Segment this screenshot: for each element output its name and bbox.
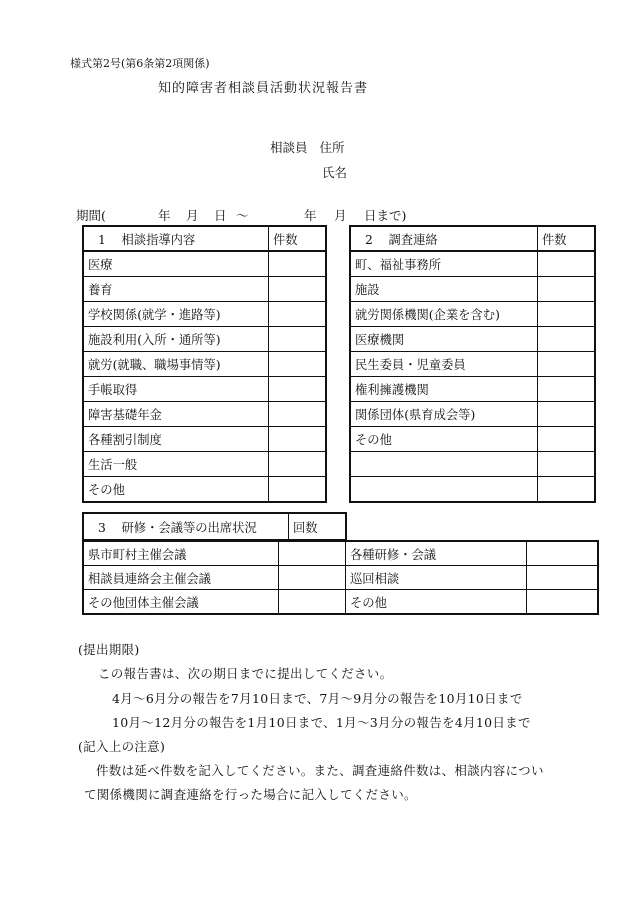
- row-label: 県市町村主催会議: [83, 541, 279, 566]
- meeting-table: [82, 540, 599, 615]
- period-line: [76, 206, 436, 224]
- period-month-end: 月: [334, 208, 347, 223]
- count-header: 件数: [538, 226, 596, 251]
- notes-line-2: て関係機関に調査連絡を行った場合に記入してください。: [84, 787, 417, 802]
- period-label: 期間(: [76, 208, 106, 223]
- row-label: 巡回相談: [346, 566, 527, 590]
- count-cell[interactable]: [279, 566, 346, 590]
- table-row: [83, 377, 326, 402]
- row-label: 医療機関: [350, 327, 538, 352]
- count-cell[interactable]: [269, 327, 327, 352]
- count-cell[interactable]: [279, 590, 346, 615]
- table-row: [83, 566, 598, 590]
- form-number: 様式第2号(第6条第2項関係): [70, 57, 210, 70]
- table-row: [350, 352, 595, 377]
- count-cell[interactable]: [538, 427, 596, 452]
- count-cell[interactable]: [269, 452, 327, 477]
- period-end-label: 日まで): [364, 208, 407, 223]
- count-cell[interactable]: [269, 352, 327, 377]
- section1-title: 1 相談指導内容: [83, 226, 269, 251]
- count-cell[interactable]: [527, 541, 599, 566]
- row-label: その他団体主催会議: [83, 590, 279, 615]
- meeting-table-header: [82, 512, 347, 541]
- table-row: [350, 452, 595, 477]
- row-label: 各種割引制度: [83, 427, 269, 452]
- period-year-end: 年: [304, 208, 317, 223]
- period-day-start: 日: [214, 208, 227, 223]
- row-label: 関係団体(県育成会等): [350, 402, 538, 427]
- row-label: 学校関係(就学・進路等): [83, 302, 269, 327]
- count-cell[interactable]: [269, 251, 327, 277]
- period-tilde: 〜: [236, 208, 249, 223]
- row-label: 権利擁護機関: [350, 377, 538, 402]
- row-label: [350, 452, 538, 477]
- count-cell[interactable]: [269, 277, 327, 302]
- table-header: [83, 226, 326, 251]
- table-row: [350, 377, 595, 402]
- row-label: 就労関係機関(企業を含む): [350, 302, 538, 327]
- count-header: 件数: [269, 226, 327, 251]
- count-cell[interactable]: [279, 541, 346, 566]
- deadline-line-1: 4月〜6月分の報告を7月10日まで、7月〜9月分の報告を10月10日まで: [112, 691, 523, 706]
- count-cell[interactable]: [269, 377, 327, 402]
- address-label: 住所: [319, 140, 345, 155]
- investigation-table: [349, 225, 596, 503]
- count-cell[interactable]: [269, 302, 327, 327]
- table-row: [83, 590, 598, 615]
- section3-title: 3 研修・会議等の出席状況: [83, 513, 289, 540]
- row-label: 町、福祉事務所: [350, 251, 538, 277]
- count-cell[interactable]: [538, 251, 596, 277]
- row-label: 各種研修・会議: [346, 541, 527, 566]
- deadline-line-2: 10月〜12月分の報告を1月10日まで、1月〜3月分の報告を4月10日まで: [112, 715, 531, 730]
- count-cell[interactable]: [527, 566, 599, 590]
- count-cell[interactable]: [538, 327, 596, 352]
- row-label: 民生委員・児童委員: [350, 352, 538, 377]
- table-row: [83, 452, 326, 477]
- count-cell[interactable]: [538, 402, 596, 427]
- row-label: 施設: [350, 277, 538, 302]
- table-row: [83, 251, 326, 277]
- notes-line-1: 件数は延べ件数を記入してください。また、調査連絡件数は、相談内容につい: [96, 763, 544, 778]
- count-cell[interactable]: [269, 427, 327, 452]
- consultation-table: [82, 225, 327, 503]
- table-row: [350, 277, 595, 302]
- row-label: 養育: [83, 277, 269, 302]
- row-label: 障害基礎年金: [83, 402, 269, 427]
- row-label: 施設利用(入所・通所等): [83, 327, 269, 352]
- table-row: [83, 352, 326, 377]
- row-label: その他: [350, 427, 538, 452]
- row-label: その他: [83, 477, 269, 503]
- table-row: [83, 541, 598, 566]
- count-cell[interactable]: [538, 277, 596, 302]
- table-row: [350, 302, 595, 327]
- count-cell[interactable]: [538, 352, 596, 377]
- name-label: 氏名: [322, 165, 348, 180]
- notes-heading: (記入上の注意): [78, 739, 166, 754]
- row-label: 相談員連絡会主催会議: [83, 566, 279, 590]
- table-row: [83, 477, 326, 503]
- deadline-heading: (提出期限): [78, 642, 140, 657]
- count-cell[interactable]: [538, 377, 596, 402]
- table-row: [83, 402, 326, 427]
- deadline-intro: この報告書は、次の期日までに提出してください。: [98, 666, 393, 681]
- table-row: [350, 327, 595, 352]
- table-header: [350, 226, 595, 251]
- count-cell[interactable]: [538, 452, 596, 477]
- table-row: [350, 251, 595, 277]
- table-row: [83, 302, 326, 327]
- row-label: [350, 477, 538, 503]
- table-header: [83, 513, 346, 540]
- table-row: [350, 402, 595, 427]
- period-month-start: 月: [186, 208, 199, 223]
- consultant-label: 相談員: [270, 140, 308, 155]
- consultant-address-label: [270, 138, 345, 156]
- table-row: [350, 477, 595, 503]
- row-label: 医療: [83, 251, 269, 277]
- table-row: [83, 427, 326, 452]
- times-header: 回数: [289, 513, 347, 540]
- period-year-start: 年: [158, 208, 171, 223]
- row-label: 生活一般: [83, 452, 269, 477]
- count-cell[interactable]: [269, 477, 327, 503]
- table-row: [83, 327, 326, 352]
- count-cell[interactable]: [527, 590, 599, 615]
- row-label: 手帳取得: [83, 377, 269, 402]
- section2-title: 2 調査連絡: [350, 226, 538, 251]
- count-cell[interactable]: [269, 402, 327, 427]
- table-row: [83, 277, 326, 302]
- table-row: [350, 427, 595, 452]
- document-title: 知的障害者相談員活動状況報告書: [158, 81, 369, 96]
- count-cell[interactable]: [538, 302, 596, 327]
- row-label: 就労(就職、職場事情等): [83, 352, 269, 377]
- row-label: その他: [346, 590, 527, 615]
- count-cell[interactable]: [538, 477, 596, 503]
